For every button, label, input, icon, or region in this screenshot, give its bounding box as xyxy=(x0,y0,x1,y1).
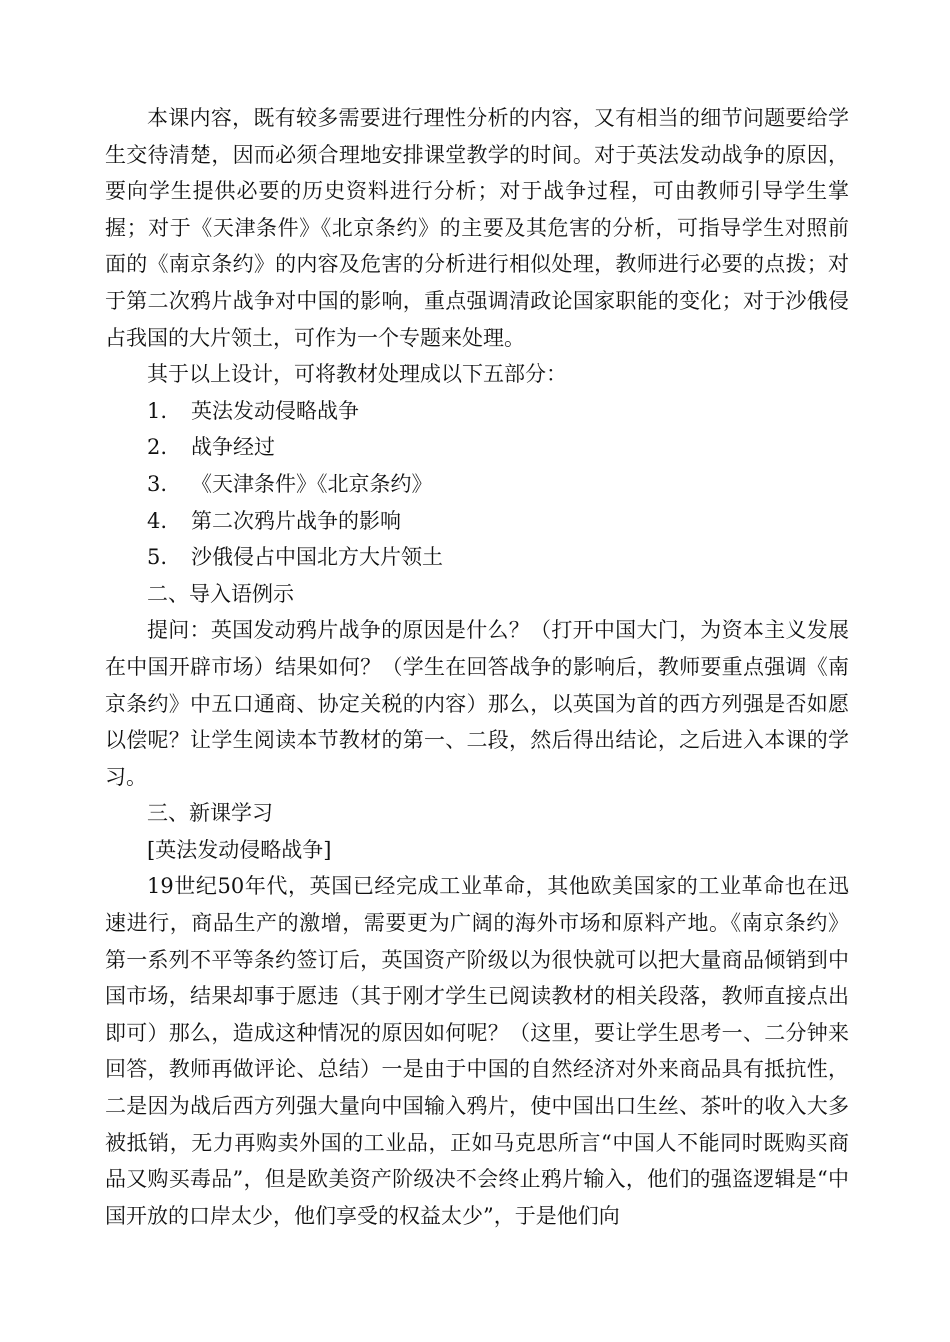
paragraph-course-content: 本课内容，既有较多需要进行理性分析的内容，又有相当的细节问题要给学生交待清楚，因而必须合理地安排课堂教学的时间。对于英法发动战争的原因，要向学生提供必要的历史资料进行分析；对于战争过程，可由教师引导学生掌握；对于《天津条件》《北京条约》的主要及其危害的分析，可指导学生对照前面的《南京条约》的内容及危害的分析进行相似处理，教师进行必要的点拨；对于第二次鸦片战争对中国的影响，重点强调清政论国家职能的变化；对于沙俄侵占我国的大片领土，可作为一个专题来处理。 xyxy=(105,106,849,350)
list-item-number: 2. xyxy=(147,435,168,460)
outline-list xyxy=(105,393,849,576)
subsection-heading: [英法发动侵略战争] xyxy=(147,837,332,862)
list-item xyxy=(105,429,849,466)
list-item-text: 沙俄侵占中国北方大片领土 xyxy=(191,545,443,570)
list-item-number: 1. xyxy=(147,398,168,423)
list-item-number: 3. xyxy=(147,471,168,496)
list-item xyxy=(105,539,849,576)
list-item xyxy=(105,393,849,430)
list-item xyxy=(105,466,849,503)
list-item-number: 5. xyxy=(147,545,168,570)
document-page xyxy=(105,100,849,1234)
list-item-text: 英法发动侵略战争 xyxy=(191,398,359,423)
paragraph-war-causes: 19世纪50年代，英国已经完成工业革命，其他欧美国家的工业革命也在迅速进行，商品生产的激增，需要更为广阔的海外市场和原料产地。《南京条约》第一系列不平等条约签订后，英国资产阶级以为很快就可以把大量商品倾销到中国市场，结果却事于愿违（其于刚才学生已阅读教材的相关段落，教师直接点出即可）那么，造成这种情况的原因如何呢？（这里，要让学生思考一、二分钟来回答，教师再做评论、总结）一是由于中国的自然经济对外来商品具有抵抗性，二是因为战后西方列强大量向中国输入鸦片，使中国出口生丝、茶叶的收入大多被抵销，无力再购卖外国的工业品，正如马克思所言“中国人不能同时既购买商品又购买毒品”，但是欧美资产阶级决不会终止鸦片输入，他们的强盗逻辑是“中国开放的口岸太少，他们享受的权益太少”，于是他们向 xyxy=(105,874,849,1228)
list-item-number: 4. xyxy=(147,508,168,533)
section-heading-introduction: 二、导入语例示 xyxy=(147,581,294,606)
paragraph-design-summary: 其于以上设计，可将教材处理成以下五部分： xyxy=(147,362,567,387)
list-item xyxy=(105,503,849,540)
section-heading-new-lesson: 三、新课学习 xyxy=(147,801,273,826)
list-item-text: 第二次鸦片战争的影响 xyxy=(191,508,401,533)
list-item-text: 战争经过 xyxy=(191,435,275,460)
list-item-text: 《天津条件》《北京条约》 xyxy=(191,471,433,496)
paragraph-introduction-question: 提问：英国发动鸦片战争的原因是什么？（打开中国大门，为资本主义发展在中国开辟市场）结果如何？（学生在回答战争的影响后，教师要重点强调《南京条约》中五口通商、协定关税的内容）那么，以英国为首的西方列强是否如愿以偿呢？让学生阅读本节教材的第一、二段，然后得出结论，之后进入本课的学习。 xyxy=(105,618,849,789)
